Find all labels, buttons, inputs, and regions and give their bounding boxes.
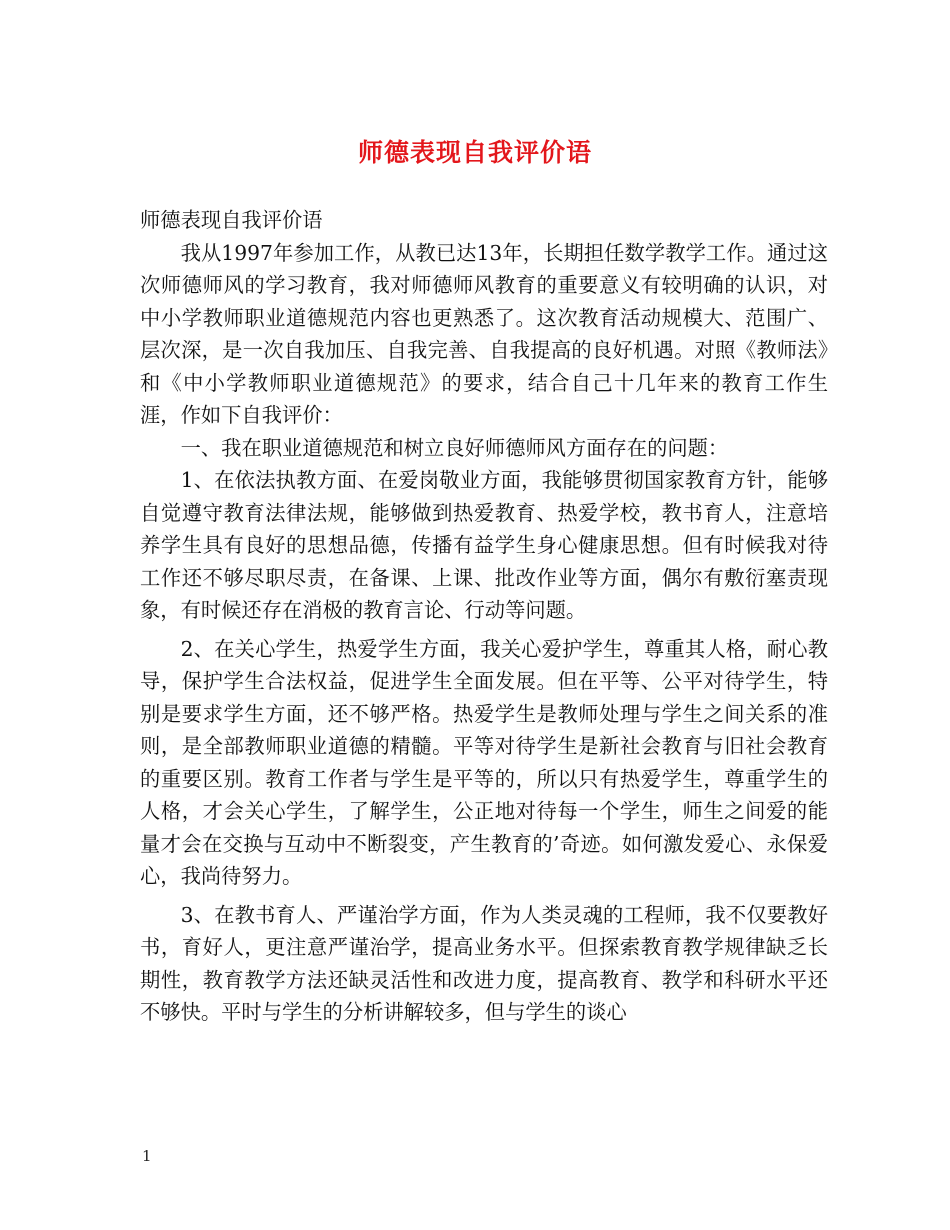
paragraph-item-1: 1、在依法执教方面、在爱岗敬业方面，我能够贯彻国家教育方针，能够自觉遵守教育法律法规，能够做到热爱教育、热爱学校，教书育人，注意培养学生具有良好的思想品德，传播有益学生身心健康思想。但有时候我对待工作还不够尽职尽责，在备课、上课、批改作业等方面，偶尔有敷衍塞责现象，有时候还存在消极的教育言论、行动等问题。: [140, 468, 828, 622]
document-body: [140, 204, 828, 1029]
paragraph-item-2: 2、在关心学生，热爱学生方面，我关心爱护学生，尊重其人格，耐心教导，保护学生合法权益，促进学生全面发展。但在平等、公平对待学生，特别是要求学生方面，还不够严格。热爱学生是教师处理与学生之间关系的准则，是全部教师职业道德的精髓。平等对待学生是新社会教育与旧社会教育的重要区别。教育工作者与学生是平等的，所以只有热爱学生，尊重学生的人格，才会关心学生，了解学生，公正地对待每一个学生，师生之间爱的能量才会在交换与互动中不断裂变，产生教育的’奇迹。如何激发爱心、永保爱心，我尚待努力。: [140, 636, 828, 888]
document-subtitle: 师德表现自我评价语: [140, 208, 323, 232]
page-number: 1: [142, 1147, 152, 1165]
paragraph-intro: 我从1997年参加工作，从教已达13年，长期担任数学教学工作。通过这次师德师风的学习教育，我对师德师风教育的重要意义有较明确的认识，对中小学教师职业道德规范内容也更熟悉了。这次教育活动规模大、范围广、层次深，是一次自我加压、自我完善、自我提高的良好机遇。对照《教师法》和《中小学教师职业道德规范》的要求，结合自己十几年来的教育工作生涯，作如下自我评价：: [140, 240, 828, 427]
paragraph-section-heading: 一、我在职业道德规范和树立良好师德师风方面存在的问题：: [180, 435, 729, 460]
document-title: 师德表现自我评价语: [357, 138, 592, 167]
paragraph-item-3: 3、在教书育人、严谨治学方面，作为人类灵魂的工程师，我不仅要教好书，育好人，更注意严谨治学，提高业务水平。但探索教育教学规律缺乏长期性，教育教学方法还缺灵活性和改进力度，提高教育、教学和科研水平还不够快。平时与学生的分析讲解较多，但与学生的谈心: [140, 902, 828, 1024]
